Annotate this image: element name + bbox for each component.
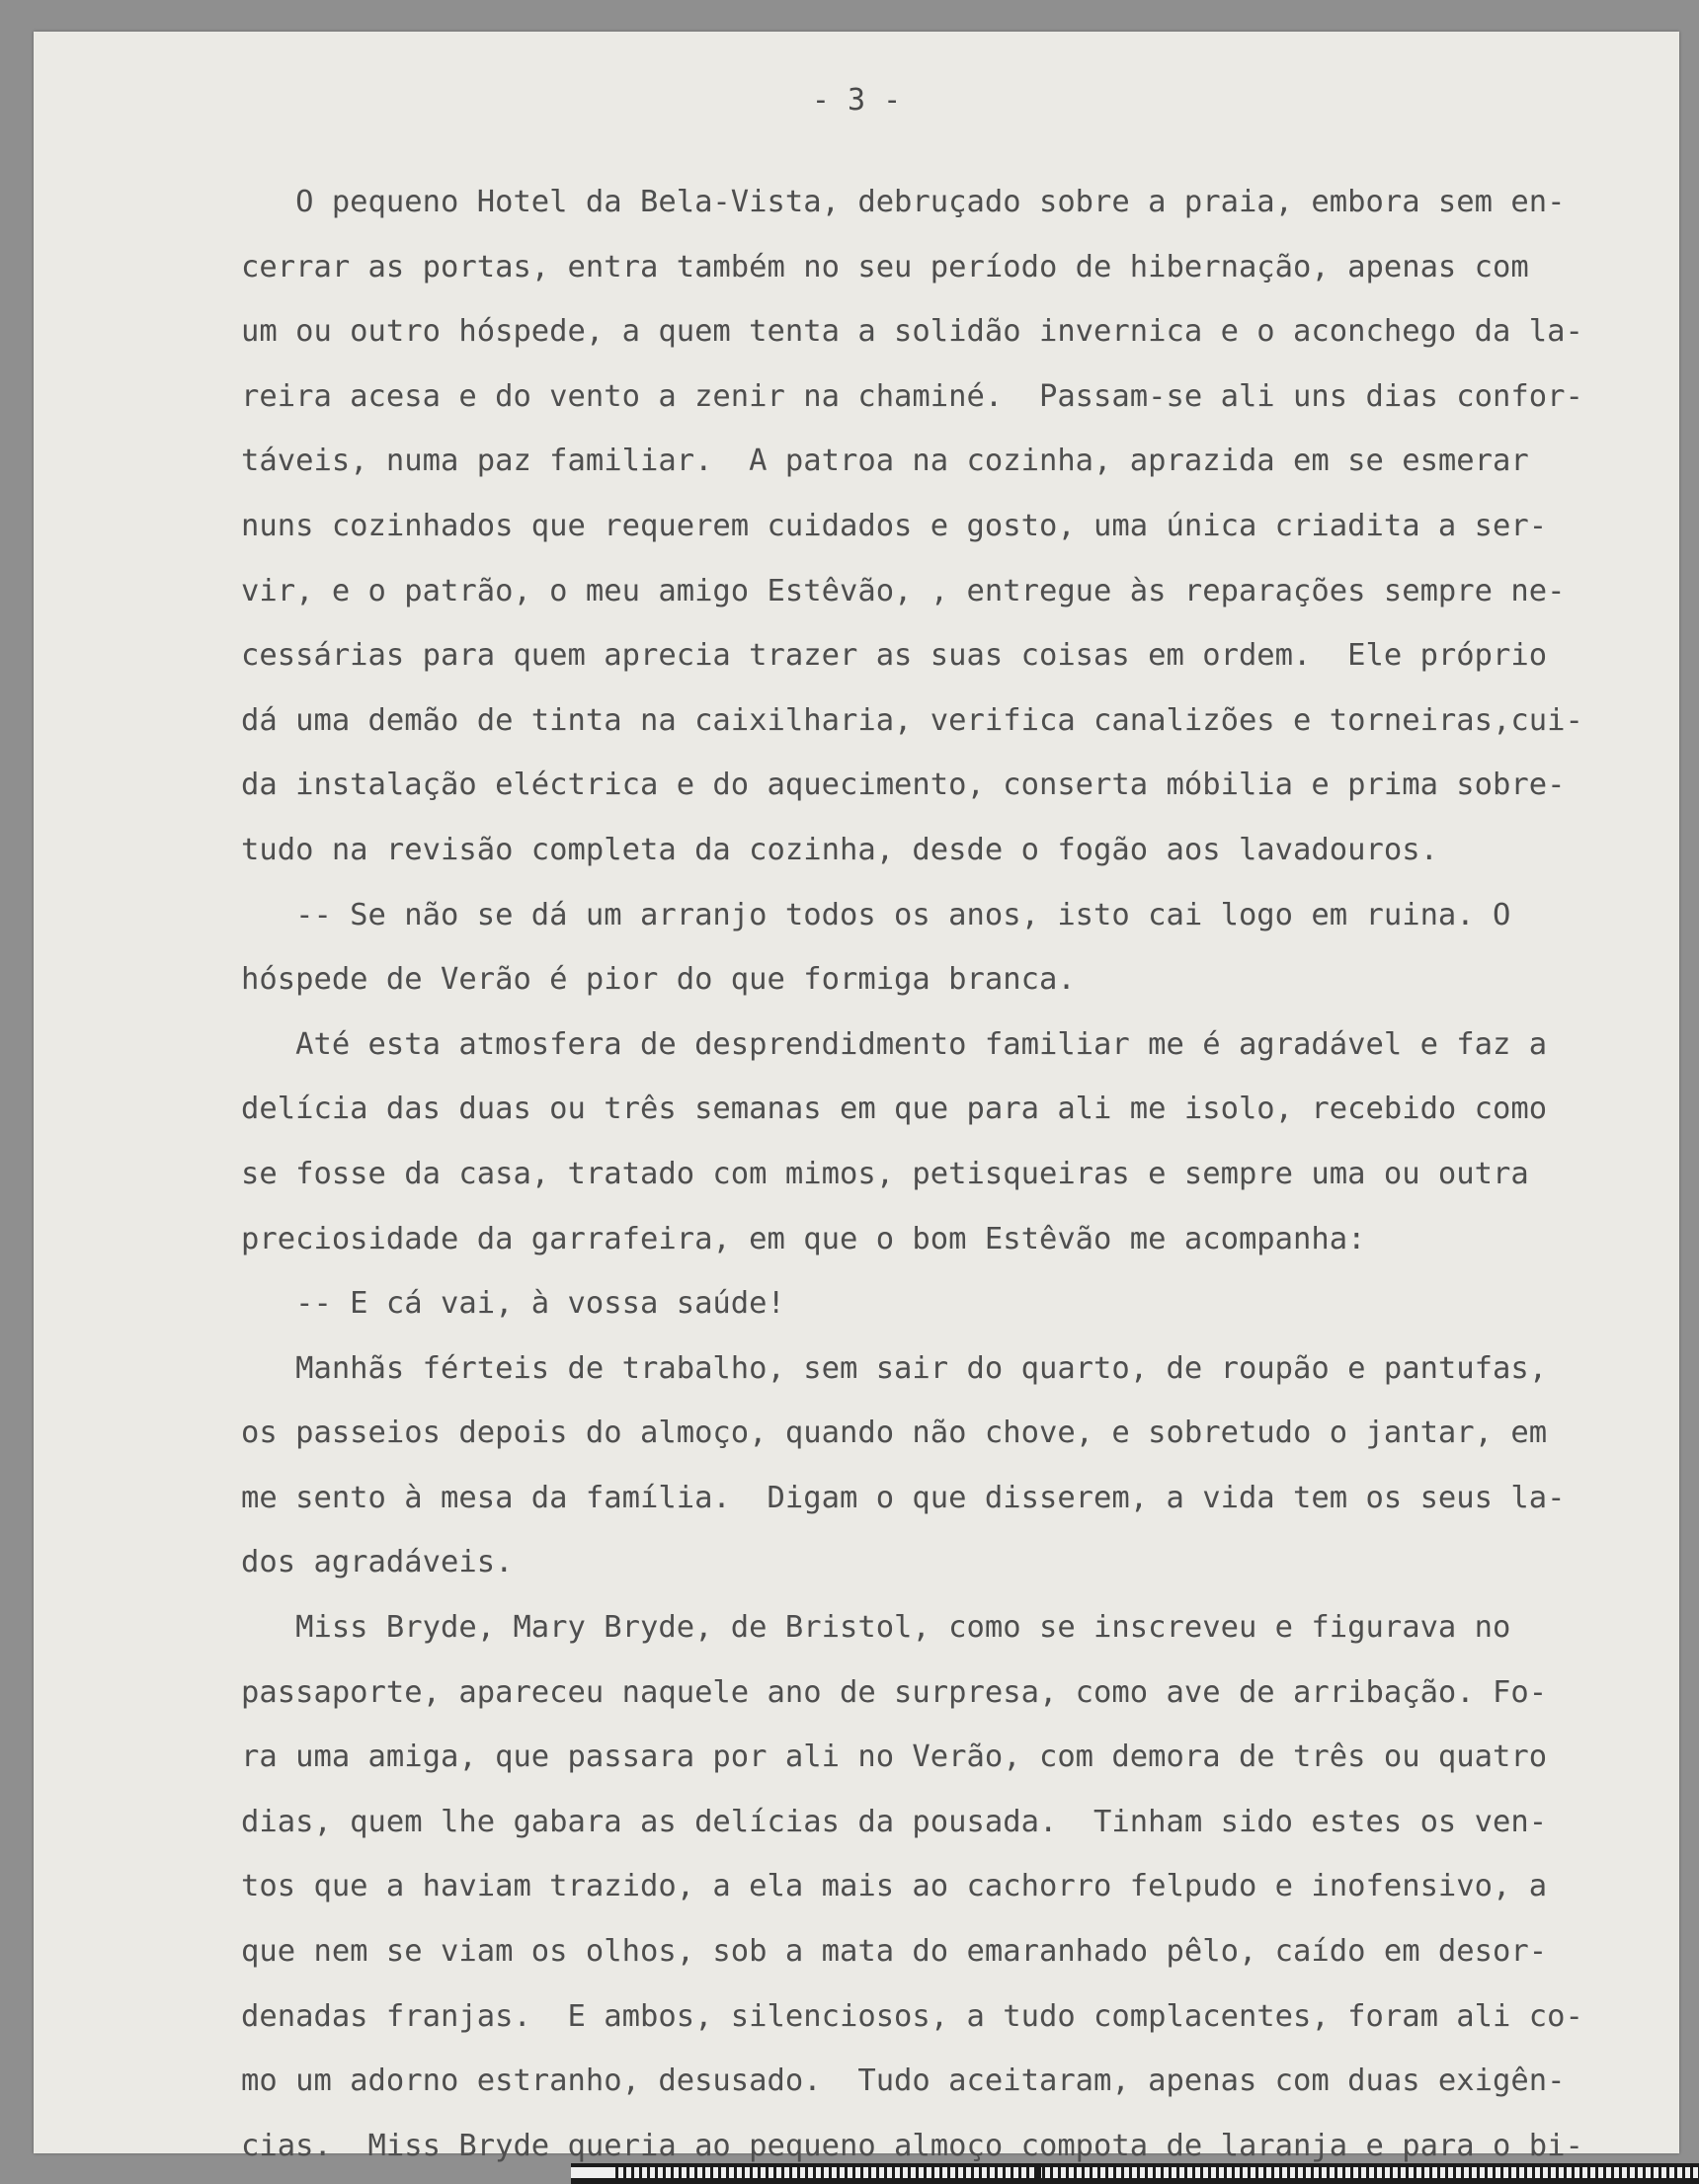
- text-line: dá uma demão de tinta na caixilharia, verifica canalizões e torneiras,cui-: [241, 702, 1583, 738]
- text-line: me sento à mesa da família. Digam o que disserem, a vida tem os seus la-: [241, 1480, 1566, 1515]
- text-line: reira acesa e do vento a zenir na chaminé. Passam-se ali uns dias confor-: [241, 378, 1583, 414]
- text-line: um ou outro hóspede, a quem tenta a solidão invernica e o aconchego da la-: [241, 314, 1583, 350]
- text-line: se fosse da casa, tratado com mimos, petisqueiras e sempre uma ou outra: [241, 1156, 1529, 1191]
- text-line: hóspede de Verão é pior do que formiga branca.: [241, 962, 1076, 998]
- text-line: dos agradáveis.: [241, 1545, 514, 1580]
- text-line: cias. Miss Bryde queria ao pequeno almoço compota de laranja e para o bi-: [241, 2128, 1583, 2163]
- text-line: nuns cozinhados que requerem cuidados e gosto, uma única criadita a ser-: [241, 508, 1548, 543]
- text-line: tos que a haviam trazido, a ela mais ao cachorro felpudo e inofensivo, a: [241, 1869, 1548, 1904]
- ruler-mark: [1035, 2167, 1041, 2178]
- text-line: denadas franjas. E ambos, silenciosos, a tudo complacentes, foram ali co-: [241, 1998, 1583, 2034]
- text-line: Manhãs férteis de trabalho, sem sair do quarto, de roupão e pantufas,: [241, 1350, 1548, 1386]
- text-line: passaporte, apareceu naquele ano de surpresa, como ave de arribação. Fo-: [241, 1674, 1548, 1710]
- typewritten-page: [34, 32, 1679, 2163]
- text-line: mo um adorno estranho, desusado. Tudo aceitaram, apenas com duas exigên-: [241, 2063, 1566, 2099]
- ruler-block: [571, 2167, 614, 2178]
- text-line: tudo na revisão completa da cozinha, desde o fogão aos lavadouros.: [241, 832, 1438, 867]
- text-line: -- E cá vai, à vossa saúde!: [241, 1286, 785, 1322]
- text-line: -- Se não se dá um arranjo todos os anos, isto cai logo em ruina. O: [241, 897, 1511, 932]
- text-line: ra uma amiga, que passara por ali no Verão, com demora de três ou quatro: [241, 1739, 1548, 1775]
- text-line: delícia das duas ou três semanas em que para ali me isolo, recebido como: [241, 1092, 1548, 1127]
- text-line: da instalação eléctrica e do aquecimento, conserta móbilia e prima sobre-: [241, 768, 1566, 803]
- text-line: os passeios depois do almoço, quando não chove, e sobretudo o jantar, em: [241, 1416, 1548, 1451]
- text-line: Até esta atmosfera de desprendidmento familiar me é agradável e faz a: [241, 1026, 1548, 1062]
- text-line: dias, quem lhe gabara as delícias da pousada. Tinham sido estes os ven-: [241, 1804, 1548, 1839]
- text-line: vir, e o patrão, o meu amigo Estêvão, , entregue às reparações sempre ne-: [241, 573, 1566, 608]
- text-line: O pequeno Hotel da Bela-Vista, debruçado sobre a praia, embora sem en-: [241, 185, 1566, 219]
- ruler-ticks: [571, 2167, 1699, 2178]
- text-line: cessárias para quem aprecia trazer as suas coisas em ordem. Ele próprio: [241, 638, 1548, 674]
- page-number: - 3 -: [811, 83, 902, 118]
- text-line: preciosidade da garrafeira, em que o bom Estêvão me acompanha:: [241, 1221, 1366, 1256]
- text-line: Miss Bryde, Mary Bryde, de Bristol, como se inscreveu e figurava no: [241, 1610, 1511, 1646]
- page-text: [241, 170, 1683, 2178]
- text-line: táveis, numa paz familiar. A patroa na cozinha, aprazida em se esmerar: [241, 444, 1529, 479]
- scale-ruler: [571, 2163, 1699, 2184]
- text-line: que nem se viam os olhos, sob a mata do emaranhado pêlo, caído em desor-: [241, 1934, 1548, 1970]
- text-line: cerrar as portas, entra também no seu período de hibernação, apenas com: [241, 249, 1529, 284]
